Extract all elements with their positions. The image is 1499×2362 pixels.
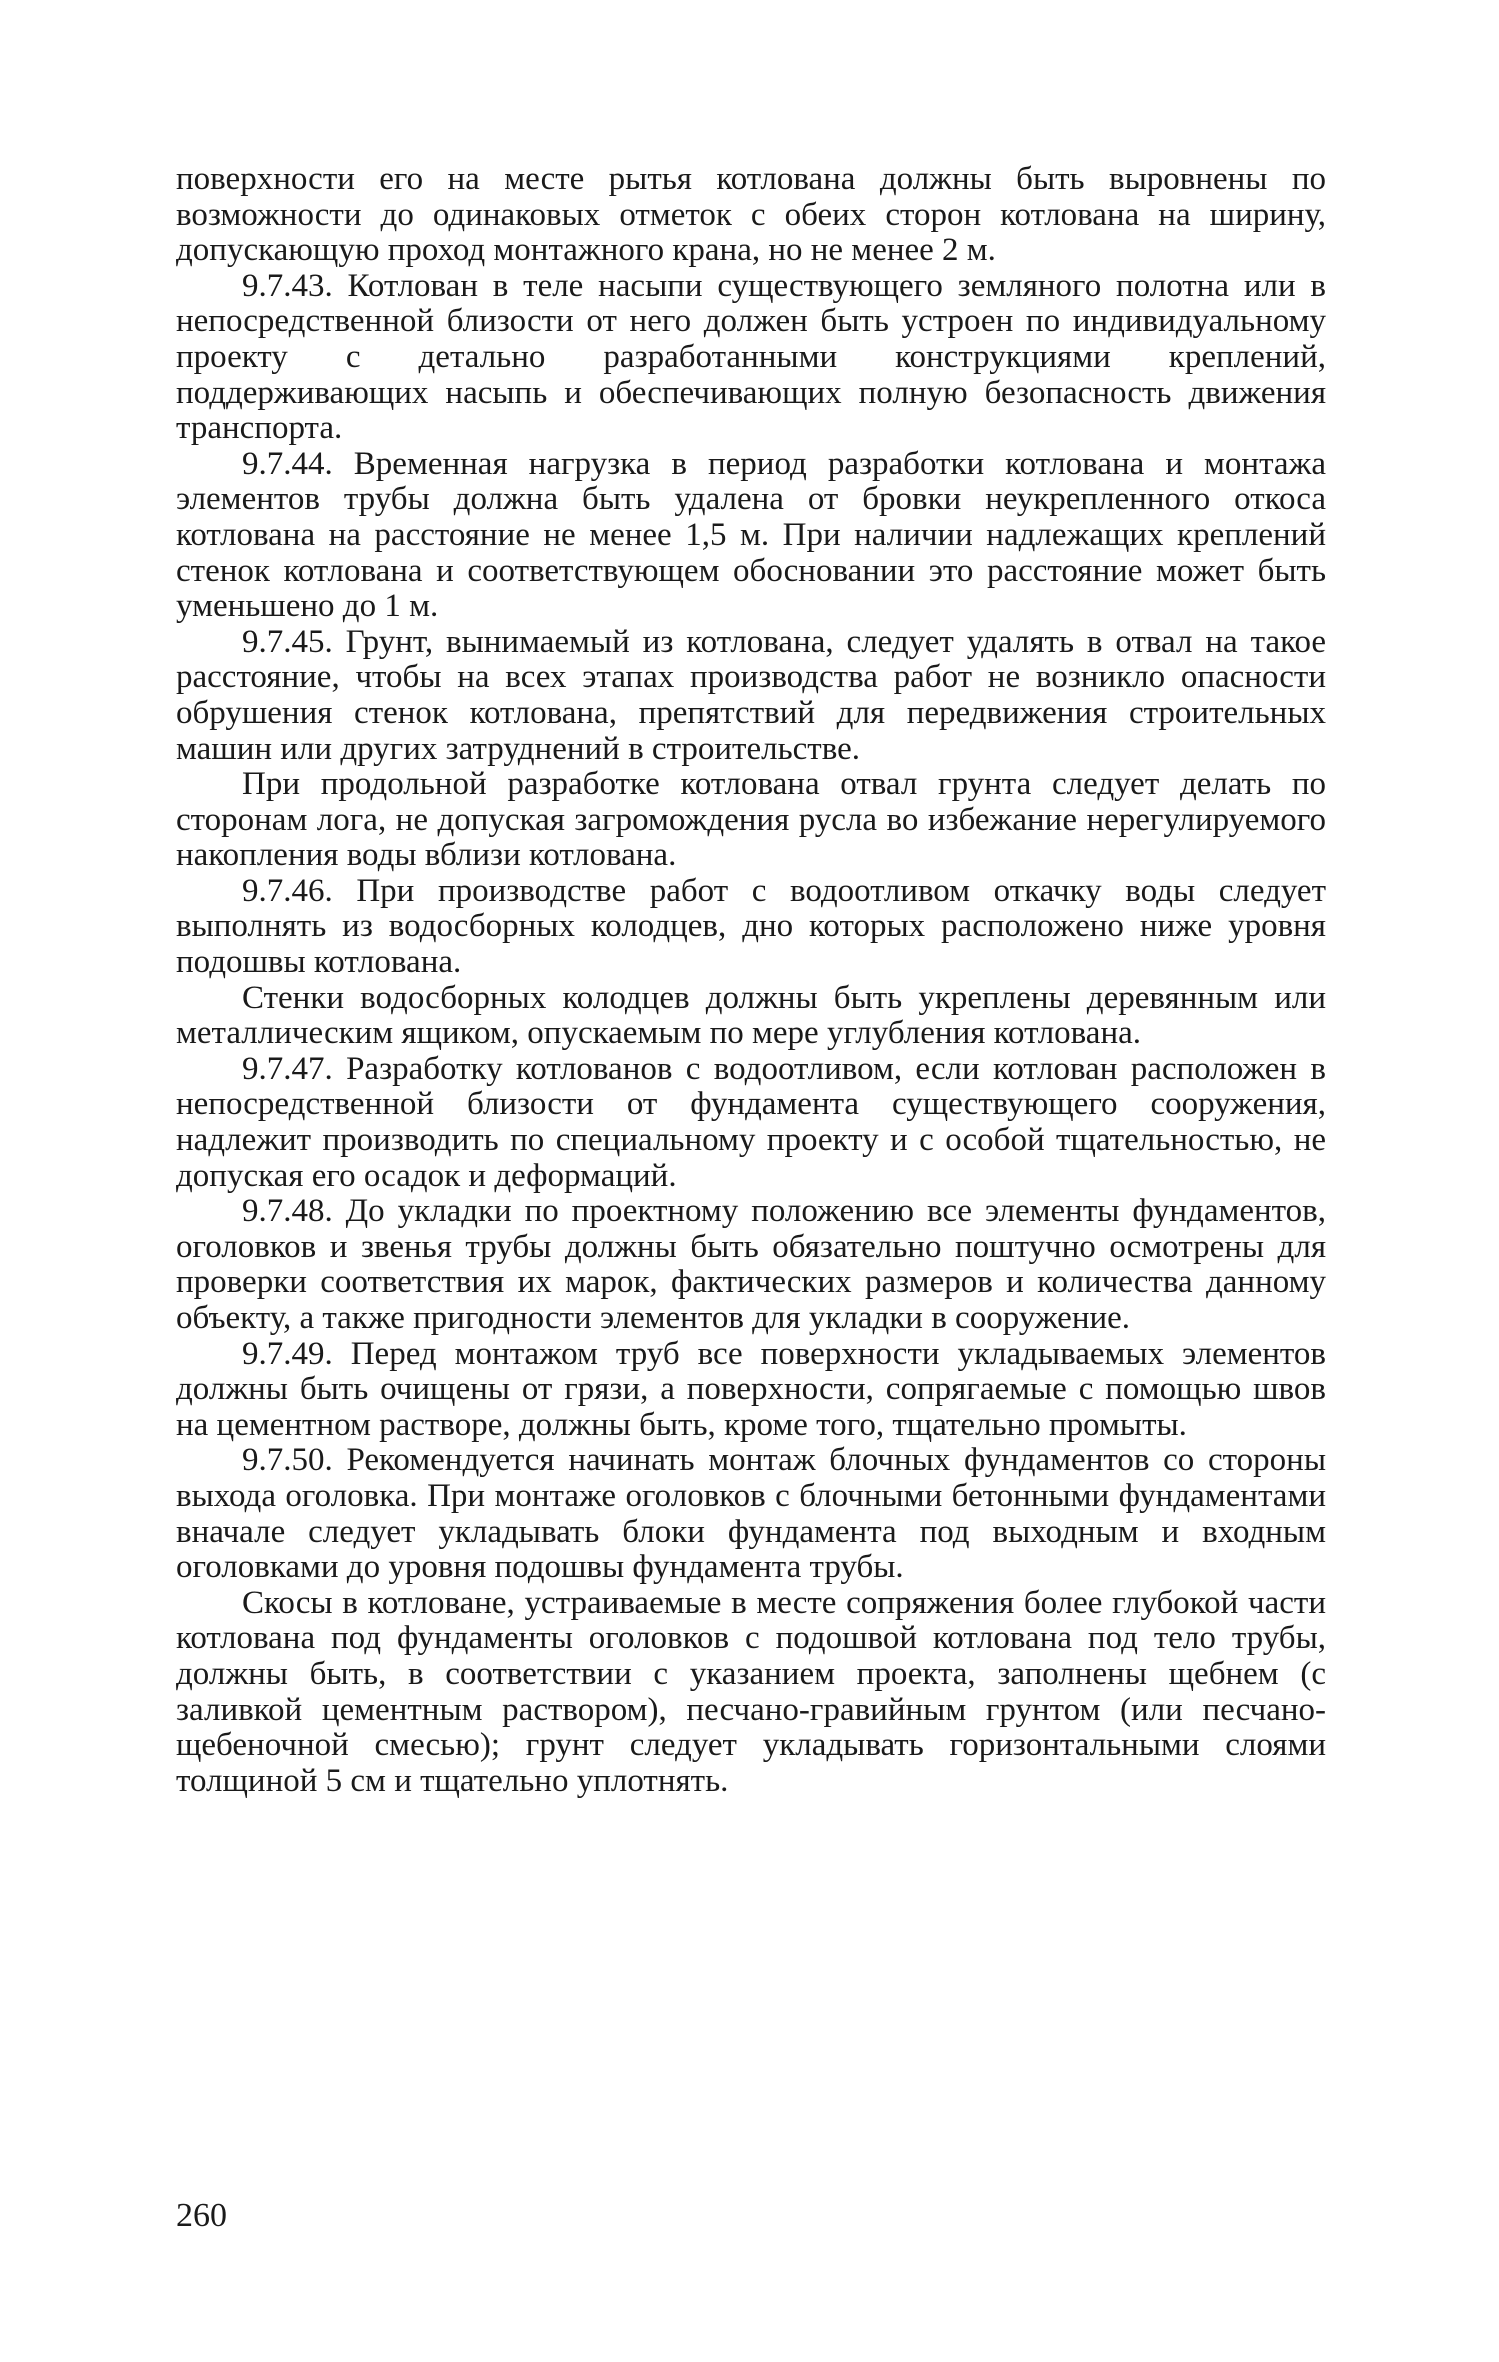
paragraph-sump-walls: Стенки водосборных колодцев должны быть укреплены деревянным или металлическим ящиком, опускаемым по мере углубления котлована.: [176, 979, 1326, 1052]
paragraph-slopes: Скосы в котловане, устраиваемые в месте сопряжения более глубокой части котлована под фундаменты оголовков с подошвой котлована под тело трубы, должны быть, в соответствии с указанием проекта, заполнены щебнем (с заливкой цементным раствором), песчано-гравийным грунтом (или песчано-щебеночной смесью); грунт следует укладывать горизонтальными слоями толщиной 5 см и тщательно уплотнять.: [176, 1584, 1326, 1799]
paragraph-longitudinal-excavation: При продольной разработке котлована отвал грунта следует делать по сторонам лога, не допуская загромождения русла во избежание нерегулируемого накопления воды вблизи котлована.: [176, 766, 1326, 874]
paragraph-9-7-46: 9.7.46. При производстве работ с водоотливом откачку воды следует выполнять из водосборных колодцев, дно которых расположено ниже уровня подошвы котлована.: [176, 872, 1326, 981]
paragraph-9-7-45: 9.7.45. Грунт, вынимаемый из котлована, следует удалять в отвал на такое расстояние, чтобы на всех этапах производства работ не возникло опасности обрушения стенок котлована, препятствий для передвижения строительных машин или других затруднений в строительстве.: [176, 623, 1326, 767]
paragraph-9-7-49: 9.7.49. Перед монтажом труб все поверхности укладываемых элементов должны быть очищены от грязи, а поверхности, сопрягаемые с помощью швов на цементном растворе, должны быть, кроме того, тщательно промыты.: [176, 1335, 1326, 1443]
paragraph-9-7-43: 9.7.43. Котлован в теле насыпи существующего земляного полотна или в непосредственной близости от него должен быть устроен по индивидуальному проекту с детально разработанными конструкциями креплений, поддерживающих насыпь и обеспечивающих полную безопасность движения транспорта.: [176, 267, 1326, 447]
paragraph-9-7-48: 9.7.48. До укладки по проектному положению все элементы фундаментов, оголовков и звенья трубы должны быть обязательно поштучно осмотрены для проверки соответствия их марок, фактических размеров и количества данному объекту, а также пригодности элементов для укладки в сооружение.: [176, 1193, 1326, 1336]
paragraph-9-7-47: 9.7.47. Разработку котлованов с водоотливом, если котлован расположен в непосредственной близости от фундамента существующего сооружения, надлежит производить по специальному проекту и с особой тщательностью, не допуская его осадок и деформаций.: [176, 1050, 1326, 1194]
paragraph-9-7-50: 9.7.50. Рекомендуется начинать монтаж блочных фундаментов со стороны выхода оголовка. При монтаже оголовков с блочными бетонными фундаментами вначале следует укладывать блоки фундамента под выходным и входным оголовками до уровня подошвы фундамента трубы.: [176, 1442, 1326, 1586]
page-number: 260: [176, 2197, 227, 2234]
paragraph-9-7-44: 9.7.44. Временная нагрузка в период разработки котлована и монтажа элементов трубы должна быть удалена от бровки неукрепленного откоса котлована на расстояние не менее 1,5 м. При наличии надлежащих креплений стенок котлована и соответствующем обосновании это расстояние может быть уменьшено до 1 м.: [176, 445, 1326, 625]
body-text: [176, 162, 1326, 1799]
paragraph-continuation: поверхности его на месте рытья котлована должны быть выровнены по возможности до одинаковых отметок с обеих сторон котлована на ширину, допускающую проход монтажного крана, но не менее 2 м.: [176, 161, 1326, 269]
